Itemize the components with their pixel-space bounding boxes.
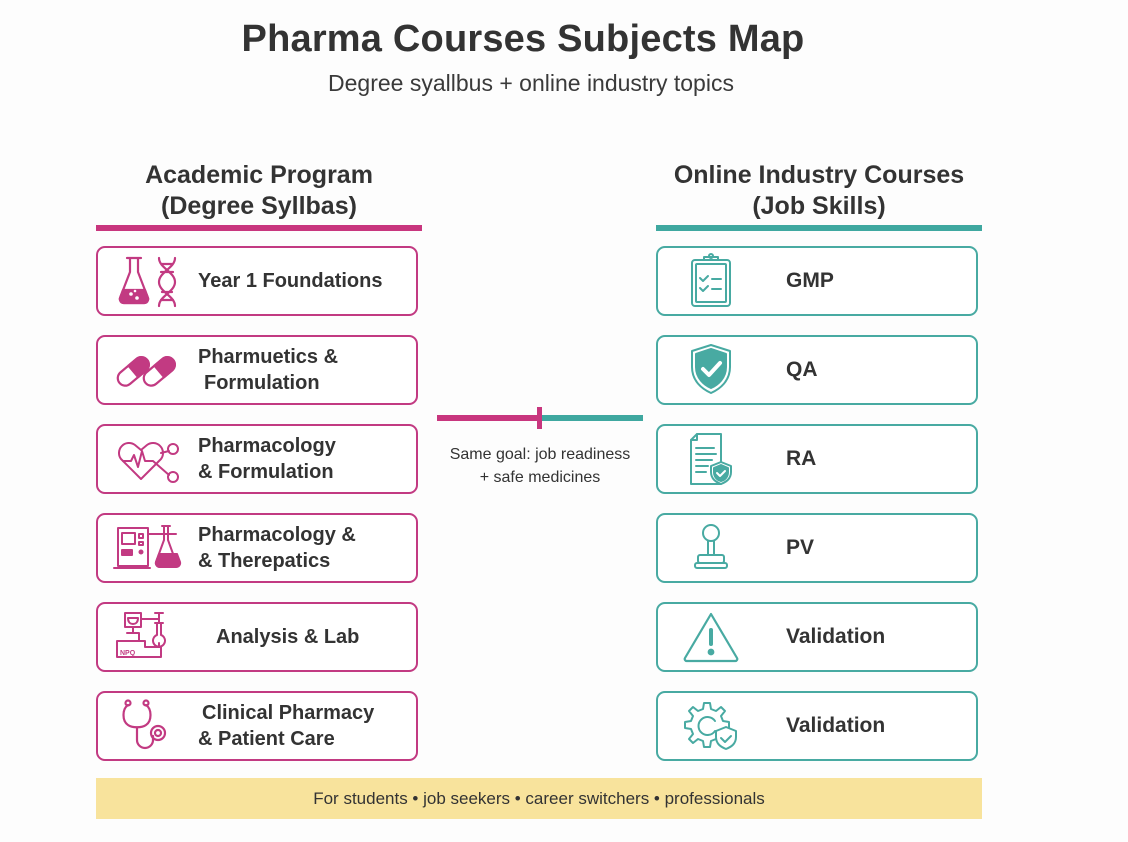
shield-check-icon: [666, 339, 756, 401]
label-line2: Formulation: [204, 372, 320, 394]
page-subtitle: Degree syallbus + online industry topics: [328, 70, 734, 96]
academic-heading-line2: (Degree Syllbas): [161, 192, 357, 220]
industry-heading-line1: Online Industry Courses: [673, 161, 965, 189]
academic-card-label: [198, 700, 374, 752]
industry-card-gmp: [656, 246, 978, 316]
label-line2: & Formulation: [198, 461, 334, 483]
industry-card-qa: [656, 335, 978, 405]
page-title: Pharma Courses Subjects Map: [241, 18, 805, 60]
industry-card-validation-2: [656, 691, 978, 761]
stethoscope-icon: [98, 695, 198, 757]
industry-card-label: PV: [786, 536, 815, 559]
capsules-icon: [98, 339, 198, 401]
industry-card-label: Validation: [786, 714, 886, 737]
industry-divider: [656, 225, 982, 231]
academic-card-year1: [96, 246, 418, 316]
industry-card-label: RA: [786, 447, 817, 470]
gear-shield-icon: [666, 695, 756, 757]
heart-pulse-molecule-icon: [98, 428, 198, 490]
academic-card-pharmacology-therapeutics: [96, 513, 418, 583]
academic-card-clinical-pharmacy: [96, 691, 418, 761]
flask-dna-icon: [98, 250, 198, 312]
industry-card-ra: [656, 424, 978, 494]
academic-card-pharmaceutics: [96, 335, 418, 405]
academic-card-label: [198, 344, 338, 396]
label-line1: Clinical Pharmacy: [202, 702, 375, 724]
academic-heading: [96, 160, 422, 222]
academic-card-analysis-lab: [96, 602, 418, 672]
document-shield-icon: [666, 428, 756, 490]
connector-midpoint-tick: [537, 407, 542, 429]
academic-card-label: [198, 522, 356, 574]
label-line1: Pharmacology &: [198, 524, 356, 546]
label-line1: Year 1 Foundations: [198, 270, 383, 292]
stamp-icon: [666, 517, 756, 579]
industry-heading-line2: (Job Skills): [752, 192, 886, 220]
connector-academic-segment: [437, 415, 540, 421]
svg-text:NPQ: NPQ: [120, 650, 136, 657]
academic-heading-line1: Academic Program: [145, 161, 373, 189]
lab-equipment-flask-icon: [98, 517, 198, 579]
label-line2: & Patient Care: [198, 728, 335, 750]
industry-card-label: QA: [786, 358, 818, 381]
academic-card-label: [216, 624, 359, 650]
academic-card-label: [198, 268, 382, 294]
label-line1: Pharmacology: [198, 435, 336, 457]
caption-line1: Same goal: job readiness: [449, 446, 631, 463]
warning-triangle-icon: [666, 606, 756, 668]
connector-industry-segment: [540, 415, 643, 421]
industry-card-validation-1: [656, 602, 978, 672]
academic-card-label: [198, 433, 336, 485]
hplc-instrument-icon: [98, 606, 198, 668]
clipboard-checklist-icon: [666, 250, 756, 312]
caption-line2: + safe medicines: [479, 469, 601, 486]
academic-divider: [96, 225, 422, 231]
connector-caption: [430, 443, 650, 489]
label-line2: & Therepatics: [198, 550, 331, 572]
industry-heading: [656, 160, 982, 222]
label-line1: Analysis & Lab: [216, 626, 360, 648]
industry-card-pv: [656, 513, 978, 583]
label-line1: Pharmuetics &: [198, 346, 339, 368]
academic-card-pharmacology-formulation: [96, 424, 418, 494]
audience-banner: For students • job seekers • career switchers • professionals: [96, 778, 982, 819]
industry-card-label: Validation: [786, 625, 886, 648]
industry-card-label: GMP: [786, 269, 834, 292]
